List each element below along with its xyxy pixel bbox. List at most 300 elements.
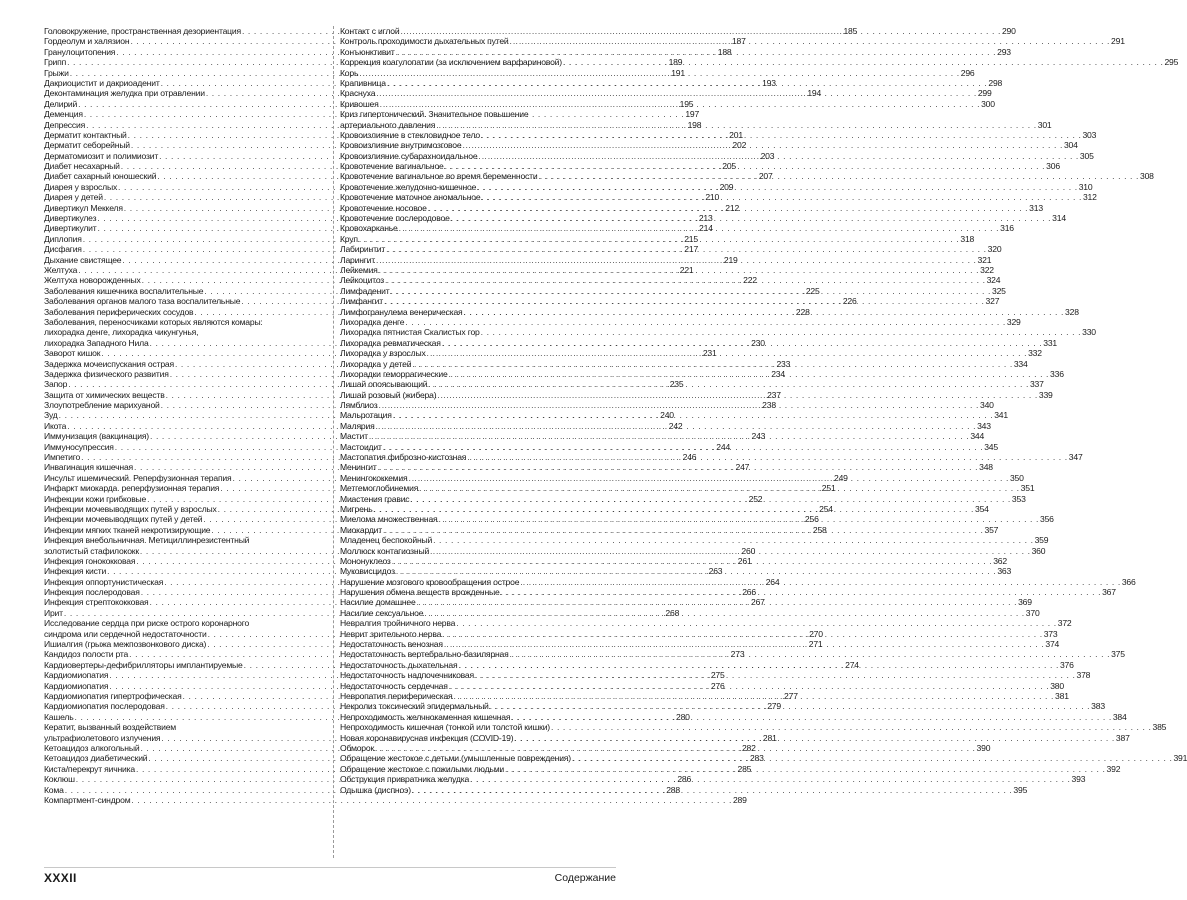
toc-entry-page: 308 — [1140, 171, 1154, 182]
toc-entry-page: 325 — [992, 285, 1006, 296]
toc-entry-page: 291 — [1111, 36, 1125, 47]
toc-entry-title: Кетоацидоз диабетический — [44, 753, 148, 764]
toc-entry-page: 314 — [1052, 213, 1066, 224]
toc-entry[interactable] — [340, 722, 1167, 733]
toc-entry-page: 390 — [976, 742, 991, 753]
toc-entry-title: Непроходимость кишечная (тонкой или толстой кишки) — [340, 722, 550, 733]
toc-entry-page: 299 — [977, 88, 992, 99]
toc-leader-dots — [454, 691, 1055, 701]
toc-leader-dots — [510, 36, 1111, 46]
toc-leader-dots — [384, 296, 985, 306]
toc-entry-page: 188 — [717, 46, 732, 57]
toc-entry-page: 310 — [1078, 181, 1093, 192]
toc-leader-dots — [375, 743, 976, 753]
toc-leader-dots — [417, 597, 1018, 607]
toc-entry-page: 332 — [1028, 348, 1042, 359]
toc-entry-page: 222 — [743, 275, 757, 286]
toc-entry-title: Кератит, вызванный воздействием — [44, 722, 177, 733]
toc-entry-title: Дивертикулит — [44, 223, 97, 234]
toc-entry-page: 351 — [1020, 483, 1035, 494]
toc-entry-title: Кровотечение вагинальное — [340, 161, 444, 172]
toc-entry-page: 215 — [684, 233, 698, 244]
toc-entry-page: 339 — [1038, 389, 1053, 400]
toc-leader-dots — [470, 774, 1071, 784]
toc-entry-title: Дакриоцистит и дакриоаденит — [44, 77, 160, 88]
toc-entry-title: Кривошея — [340, 98, 379, 109]
toc-entry-page: 337 — [1029, 379, 1044, 390]
toc-entry-page: 348 — [979, 462, 993, 473]
toc-entry-page: 258 — [812, 524, 827, 535]
toc-entry-page: 392 — [1106, 763, 1121, 774]
toc-leader-dots — [396, 566, 997, 576]
toc-entry-title: Недостаточность вертебрально-базилярная — [340, 649, 509, 660]
toc-entry-page: 363 — [997, 566, 1012, 577]
toc-leader-dots — [477, 182, 1078, 192]
toc-entry-title: Зуд — [44, 410, 58, 421]
toc-entry-title: Одышка (диспноэ) — [340, 784, 411, 795]
toc-entry-title: Заболевания периферических сосудов — [44, 306, 194, 317]
toc-entry-page: 193 — [762, 77, 776, 88]
toc-entry-title: Импетиго — [44, 452, 81, 463]
toc-entry-page: 298 — [988, 77, 1003, 88]
toc-entry-page: 279 — [767, 701, 781, 712]
toc-leader-dots — [490, 701, 1091, 711]
toc-entry-title: Криз гипертонический. Значительное повышение — [340, 109, 529, 120]
toc-entry-page: 357 — [984, 524, 999, 535]
toc-entry-page: 356 — [1040, 514, 1054, 525]
toc-entry-page: 273 — [730, 649, 745, 660]
toc-leader-dots — [481, 130, 1082, 140]
toc-leader-dots — [539, 171, 1140, 181]
toc-entry-page: 329 — [1006, 316, 1021, 327]
toc-leader-dots — [400, 26, 1001, 36]
toc-leader-dots — [501, 587, 1102, 597]
toc-entry-page: 306 — [1046, 161, 1060, 172]
toc-entry-page: 320 — [987, 244, 1002, 255]
toc-entry-page: 277 — [784, 691, 798, 701]
toc-leader-dots — [376, 88, 977, 98]
toc-entry-page: 283 — [749, 753, 764, 764]
toc-entry-title: Муковисцидоз — [340, 566, 395, 577]
toc-entry-page: 209 — [719, 181, 734, 192]
toc-entry-page: 202 — [732, 140, 747, 151]
toc-entry-title: Дыхание свистящее — [44, 254, 122, 265]
toc-entry-page: 213 — [698, 213, 713, 224]
toc-entry-page: 230 — [751, 337, 765, 348]
toc-entry-title: Гранулоцитопения — [44, 46, 116, 57]
toc-leader-dots — [392, 556, 993, 566]
toc-entry-page: 260 — [741, 545, 756, 556]
toc-entry-page: 274 — [845, 659, 859, 670]
toc-entry-title: Диабет несахарный — [44, 161, 120, 172]
toc-entry[interactable] — [44, 535, 325, 545]
toc-leader-dots — [399, 223, 1000, 233]
toc-entry-title: Некролиз токсический эпидермальный — [340, 701, 489, 712]
toc-entry-page: 362 — [993, 555, 1007, 566]
toc-entry-title: Деконтаминация желудка при отравлении — [44, 88, 205, 99]
toc-entry-page: 318 — [960, 233, 975, 244]
toc-entry-page: 300 — [981, 98, 995, 109]
toc-entry[interactable] — [44, 618, 325, 628]
toc-entry-title: Лихорадка ревматическая — [340, 337, 441, 348]
toc-entry-title: Грипп — [44, 57, 67, 68]
toc-entry-page: 237 — [767, 389, 781, 400]
toc-entry-page: 376 — [1059, 659, 1074, 670]
toc-entry-page: 195 — [679, 98, 694, 109]
toc-entry-page: 185 — [843, 26, 858, 36]
toc-entry-page: 246 — [682, 452, 697, 463]
toc-entry[interactable] — [340, 535, 1049, 546]
toc-entry-title: Обморок — [340, 742, 375, 753]
toc-entry-title: Лямблиоз — [340, 400, 378, 411]
toc-leader-dots — [475, 670, 1076, 680]
toc-entry-page: 282 — [741, 742, 756, 753]
toc-entry-title: Корь — [340, 67, 359, 78]
toc-leader-dots — [430, 546, 1031, 556]
toc-entry[interactable] — [44, 722, 325, 732]
toc-entry[interactable] — [340, 327, 1096, 338]
toc-leader-dots — [464, 307, 1065, 317]
toc-leader-dots — [383, 525, 984, 535]
toc-entry-title: Киста/перекрут яичника — [44, 763, 135, 774]
toc-entry-title: Кардиомиопатия — [44, 670, 109, 681]
toc-leader-dots — [449, 681, 1050, 691]
toc-entry-title: Обращение жестокое с пожилыми людьми — [340, 763, 505, 774]
toc-entry-page: 226 — [842, 296, 857, 307]
toc-entry-page: 263 — [708, 566, 723, 577]
toc-leader-dots — [451, 213, 1052, 223]
toc-entry-page: 383 — [1091, 701, 1105, 712]
toc-entry-page: 191 — [671, 67, 685, 78]
toc-entry-title: Миастения гравис — [340, 493, 410, 504]
toc-entry-title: Желтуха — [44, 264, 78, 275]
toc-entry-page: 270 — [809, 628, 823, 639]
toc-leader-dots — [412, 359, 1013, 369]
toc-entry-title: Кандидоз полости рта — [44, 649, 129, 660]
toc-leader-dots — [378, 400, 979, 410]
toc-leader-dots — [386, 244, 987, 254]
toc-entry-title: Инфекция кисти — [44, 566, 107, 577]
toc-entry[interactable] — [340, 109, 612, 119]
toc-entry-page: 366 — [1121, 576, 1136, 587]
toc-entry-page: 254 — [819, 503, 833, 514]
footer-section-title: Содержание — [554, 872, 616, 884]
toc-entry-title: Исследование сердца при риске острого коронарного — [44, 618, 250, 629]
toc-entry-title: Деменция — [44, 109, 83, 120]
toc-leader-dots — [514, 733, 1115, 743]
toc-entry-title: Инфекция гонококковая — [44, 555, 136, 566]
toc-entry-title: Малярия — [340, 420, 375, 431]
toc-entry-title: синдрома или сердечной недостаточности — [44, 628, 207, 639]
toc-entry-page: 327 — [985, 296, 1000, 307]
toc-entry-title: Миокардит — [340, 524, 382, 535]
toc-leader-dots — [439, 514, 1040, 524]
toc-leader-dots — [405, 317, 1006, 327]
toc-entry-page: 271 — [808, 639, 823, 650]
toc-entry-title: Инфекции мочевыводящих путей у детей — [44, 514, 203, 525]
toc-entry-title: Дерматит себорейный — [44, 140, 130, 151]
toc-entry[interactable] — [44, 794, 747, 805]
toc-entry[interactable] — [44, 327, 325, 337]
toc-entry-title: Лихорадка денге — [340, 316, 405, 327]
toc-entry-title: Заболевания, переносчиками которых являются комары: — [44, 316, 263, 327]
toc-entry-title: Дивертикулез — [44, 213, 97, 224]
toc-entry-title: Кровоизлияние субарахноидальное — [340, 150, 478, 161]
toc-entry-title: ультрафиолетового излучения — [44, 732, 161, 743]
toc-entry-title: Лимфангит — [340, 296, 384, 307]
toc-entry-page: 289 — [732, 794, 747, 805]
toc-entry-page: 205 — [722, 161, 736, 172]
toc-entry-title: Лейкоцитоз — [340, 275, 385, 286]
toc-entry-page: 201 — [729, 129, 743, 140]
toc-entry-title: Лимфаденит — [340, 285, 390, 296]
toc-entry-title: Мастит — [340, 431, 368, 442]
toc-leader-dots — [393, 410, 994, 420]
toc-leader-dots — [510, 649, 1111, 659]
toc-entry-title: Лишай розовый (жибера) — [340, 389, 437, 400]
toc-entry-title: Кровотечение носовое — [340, 202, 427, 213]
toc-leader-dots — [572, 753, 1173, 763]
toc-entry-title: Менингококкемия — [340, 472, 408, 483]
toc-entry-title: Грыжи — [44, 67, 69, 78]
toc-entry[interactable] — [44, 317, 325, 327]
toc-entry-page: 281 — [762, 732, 777, 743]
toc-leader-dots — [442, 338, 1043, 348]
toc-entry-page: 328 — [1065, 306, 1079, 317]
toc-entry-title: Нарушения обмена веществ врожденные — [340, 587, 500, 598]
toc-entry-title: Инфекции мягких тканей некротизирующие — [44, 524, 211, 535]
toc-leader-dots — [481, 192, 1082, 202]
toc-entry-title: Лихорадка у детей — [340, 358, 412, 369]
toc-entry-page: 267 — [751, 597, 765, 608]
toc-entry-page: 334 — [1013, 358, 1028, 369]
toc-leader-dots — [505, 764, 1106, 774]
toc-entry-page: 233 — [776, 358, 791, 369]
toc-entry-title: Конъюнктивит — [340, 46, 395, 57]
toc-entry-title: Неврит зрительного нерва — [340, 628, 442, 639]
toc-entry-title: Инфаркт миокарда. реперфузионная терапия — [44, 483, 220, 494]
toc-leader-dots — [462, 140, 1063, 150]
toc-leader-dots — [373, 504, 974, 514]
toc-entry-title: Иммунизация (вакцинация) — [44, 431, 149, 442]
toc-entry-title: Инфекция послеродовая — [44, 587, 140, 598]
toc-entry-title: Ишиалгия (грыжа межпозвонкового диска) — [44, 639, 207, 650]
toc-entry-page: 360 — [1031, 545, 1046, 556]
footer-divider — [44, 867, 616, 868]
toc-entry-page: 374 — [1045, 639, 1060, 650]
toc-leader-dots — [383, 442, 984, 452]
toc-entry-title: Заболевания кишечника воспалительные — [44, 285, 204, 296]
toc-entry-title: Лимфогранулема венерическая — [340, 306, 463, 317]
toc-entry-title: Невропатия периферическая — [340, 691, 453, 701]
toc-entry-title: Головокружение, пространственная дезориентация — [44, 26, 241, 36]
column-divider — [333, 26, 335, 858]
toc-entry-title: Невралгия тройничного нерва — [340, 618, 456, 629]
toc-entry-page: 251 — [821, 483, 836, 494]
toc-entry-page: 214 — [699, 223, 713, 234]
toc-entry-title: Кровотечение вагинальное во время беременности — [340, 171, 538, 182]
toc-entry-title: золотистый стафилококк — [44, 545, 139, 556]
toc-entry-title: Злоупотребление марихуаной — [44, 400, 160, 411]
toc-entry-title: Недостаточность венозная — [340, 639, 443, 650]
toc-entry-page: 295 — [1164, 57, 1179, 68]
toc-entry-title: Инсульт ишемический. Реперфузионная терапия — [44, 472, 232, 483]
toc-entry-title: Диарея у взрослых — [44, 181, 118, 192]
toc-entry-title: Ирит — [44, 607, 63, 618]
toc-entry-page: 378 — [1076, 670, 1091, 681]
toc-entry-page: 221 — [679, 264, 694, 275]
toc-entry-title: Заворот кишок — [44, 348, 101, 359]
toc-entry-title: Недостаточность надпочечниковая — [340, 670, 474, 681]
toc-entry-title: артериального давления — [340, 119, 436, 130]
toc-entry-title: Обструкция привратника желудка — [340, 774, 470, 785]
toc-entry-page: 207 — [758, 171, 773, 182]
toc-entry-page: 321 — [977, 254, 992, 265]
toc-entry-page: 194 — [807, 88, 822, 99]
toc-entry-title: Кровоизлияние в стекловидное тело — [340, 129, 480, 140]
toc-entry-title: Инфекция оппортунистическая — [44, 576, 164, 587]
toc-entry-page: 305 — [1079, 150, 1094, 161]
toc-entry[interactable] — [340, 618, 1072, 629]
toc-entry-page: 225 — [805, 285, 820, 296]
toc-entry-title: Лихорадка пятнистая Скалистых гор — [340, 327, 480, 338]
toc-entry-page: 212 — [725, 202, 740, 213]
toc-entry-page: 217 — [684, 244, 699, 255]
toc-entry-title: Депрессия — [44, 119, 86, 130]
toc-entry-title: Кардиомиопатия — [44, 680, 109, 691]
toc-entry-title: Лейкемия — [340, 264, 378, 275]
toc-entry-page: 276 — [710, 680, 725, 691]
toc-entry-title: Мальротация — [340, 410, 392, 421]
toc-entry-title: Ларингит — [340, 254, 376, 265]
toc-entry-title: Инфекция внебольничная. Метициллинрезистентный — [44, 535, 250, 546]
toc-leader-dots — [387, 78, 988, 88]
toc-entry-title: Диарея у детей — [44, 192, 103, 203]
toc-leader-dots — [458, 660, 1059, 670]
toc-entry-title: Обращение жестокое с детьми (умышленные повреждения) — [340, 753, 571, 764]
toc-entry-title: Контакт с иглой — [340, 26, 400, 36]
toc-entry-title: Лихорадка у взрослых — [340, 348, 426, 359]
toc-entry[interactable] — [340, 316, 1021, 327]
toc-entry-page: 303 — [1082, 129, 1097, 140]
toc-entry-title: Гордеолум и халязион — [44, 36, 130, 47]
toc-leader-dots — [481, 327, 1082, 337]
toc-entry-title: Задержка физического развития — [44, 368, 169, 379]
toc-entry-title: Насилие сексуальное — [340, 607, 424, 618]
toc-entry-title: Кетоацидоз алкогольный — [44, 742, 140, 753]
toc-entry-page: 240 — [660, 410, 674, 421]
toc-entry-page: 359 — [1034, 535, 1049, 546]
toc-entry-page: 354 — [975, 503, 989, 514]
toc-entry-page: 296 — [960, 67, 975, 78]
toc-leader-dots — [433, 535, 1034, 545]
toc-leader-dots — [379, 265, 980, 275]
toc-leader-dots — [427, 348, 1028, 358]
toc-entry-title: Дерматомиозит и полимиозит — [44, 150, 159, 161]
toc-entry-page: 244 — [716, 441, 731, 452]
toc-entry-title: Нарушение мозгового кровообращения острое — [340, 576, 520, 587]
toc-entry-title: Недостаточность дыхательная — [340, 659, 458, 670]
toc-entry-page: 350 — [1009, 472, 1024, 483]
toc-leader-dots — [376, 421, 977, 431]
toc-leader-dots — [369, 431, 970, 441]
toc-leader-dots — [445, 161, 1046, 171]
toc-entry-page: 266 — [742, 587, 756, 598]
toc-entry-page: 381 — [1055, 691, 1069, 701]
toc-entry-page: 293 — [997, 46, 1011, 57]
toc-entry-title: Мастоидит — [340, 441, 382, 452]
toc-entry-page: 345 — [984, 441, 998, 452]
toc-entry-page: 372 — [1057, 618, 1072, 629]
toc-entry-title: Кардиомиопатия гипертрофическая — [44, 691, 182, 701]
toc-leader-dots — [424, 608, 1025, 618]
toc-entry-page: 268 — [665, 607, 680, 618]
toc-entry-title: Дивертикул Меккеля — [44, 202, 123, 213]
toc-entry-page: 370 — [1025, 607, 1040, 618]
toc-entry-title: Диплопия — [44, 233, 82, 244]
toc-leader-dots — [412, 785, 1013, 795]
toc-entry-title: Краснуха — [340, 88, 376, 99]
toc-entry-page: 243 — [751, 431, 766, 442]
toc-leader-dots — [385, 275, 986, 285]
toc-leader-dots — [380, 99, 981, 109]
toc-entry-page: 393 — [1071, 774, 1086, 785]
toc-entry-page: 330 — [1082, 327, 1096, 338]
toc-entry-page: 290 — [1001, 26, 1016, 36]
toc-entry-page: 312 — [1082, 192, 1097, 203]
toc-entry-page: 395 — [1013, 784, 1028, 795]
toc-entry-title: Недостаточность сердечная — [340, 680, 448, 691]
toc-entry-page: 219 — [723, 254, 738, 265]
toc-entry-page: 247 — [735, 462, 750, 473]
toc-entry-title: Инфекции мочевыводящих путей у взрослых — [44, 503, 217, 514]
toc-entry-title: Младенец беспокойный — [340, 535, 433, 546]
toc-entry-page: 304 — [1063, 140, 1078, 151]
toc-entry-title: Заболевания органов малого таза воспалительные — [44, 296, 241, 307]
toc-leader-dots — [408, 473, 1009, 483]
toc-entry-title: Метгемоглобинемия — [340, 483, 419, 494]
toc-leader-dots — [449, 369, 1050, 379]
toc-entry-title: Контроль проходимости дыхательных путей — [340, 36, 509, 47]
toc-entry-title: лихорадка денге, лихорадка чикунгунья, — [44, 327, 199, 338]
toc-entry-title: Насилие домашнее — [340, 597, 416, 608]
toc-entry-page: 228 — [795, 306, 810, 317]
toc-entry-title: Компартмент-синдром — [44, 794, 131, 805]
toc-entry-title: Задержка мочеиспускания острая — [44, 358, 174, 369]
toc-entry-title: Кровоизлияние внутримозговое — [340, 140, 462, 151]
toc-leader-dots — [359, 68, 960, 78]
toc-entry-page: 367 — [1102, 587, 1116, 598]
toc-entry-page: 286 — [677, 774, 692, 785]
toc-entry-title: Кровотечение маточное аномальное — [340, 192, 481, 203]
toc-entry-title: Защита от химических веществ — [44, 389, 165, 400]
toc-entry-page: 256 — [804, 514, 819, 525]
toc-entry-title: Делирий — [44, 98, 78, 109]
toc-entry-title: Инфекция стрептококковая — [44, 597, 149, 608]
toc-entry-page: 197 — [685, 109, 700, 120]
toc-leader-dots — [511, 712, 1112, 722]
toc-entry-title: Коррекция коагулопатии (за исключением варфариновой) — [340, 57, 562, 68]
toc-entry-page: 375 — [1111, 649, 1125, 660]
toc-entry-page: 322 — [980, 264, 994, 275]
toc-leader-dots — [376, 255, 977, 265]
toc-entry-title: Моллюск контагиозный — [340, 545, 430, 556]
toc-entry-title: Новая коронавирусная инфекция (COVID-19) — [340, 732, 514, 743]
toc-entry-page: 343 — [977, 420, 991, 431]
toc-leader-dots — [378, 462, 979, 472]
toc-entry-title: Желтуха новорожденных — [44, 275, 141, 286]
toc-entry-title: Непроходимость желчнокаменная кишечная — [340, 711, 511, 722]
